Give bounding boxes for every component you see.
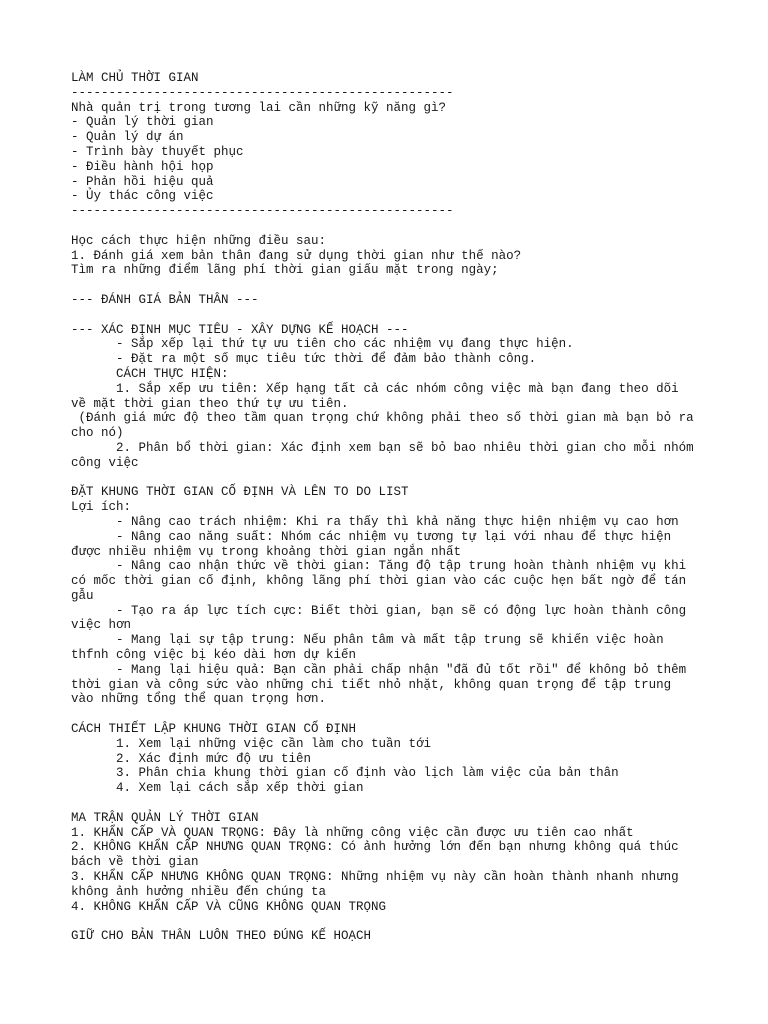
line-text: 2. Phân bổ thời gian: Xác định xem bạn sẽ bỏ bao nhiêu thời gian cho mỗi nhóm bbox=[116, 440, 694, 455]
text-line bbox=[71, 160, 711, 175]
line-text: --- XÁC ĐỊNH MỤC TIÊU - XÂY DỰNG KẾ HOẠCH --- bbox=[71, 322, 409, 337]
text-line bbox=[71, 189, 711, 204]
line-text: - Tạo ra áp lực tích cực: Biết thời gian, bạn sẽ có động lực hoàn thành công bbox=[116, 603, 687, 618]
text-line bbox=[71, 766, 711, 781]
text-line bbox=[71, 618, 711, 633]
line-text: - Sắp xếp lại thứ tự ưu tiên cho các nhiệm vụ đang thực hiện. bbox=[116, 337, 574, 352]
text-line bbox=[71, 811, 711, 826]
line-text: --- ĐÁNH GIÁ BẢN THÂN --- bbox=[71, 292, 259, 307]
line-text: không ảnh hưởng nhiều đến chúng ta bbox=[71, 884, 327, 899]
line-text: gẫu bbox=[71, 588, 94, 603]
text-line bbox=[71, 426, 711, 441]
text-line bbox=[71, 840, 711, 855]
text-line bbox=[71, 870, 711, 885]
line-text: 4. KHÔNG KHẨN CẤP VÀ CŨNG KHÔNG QUAN TRỌNG bbox=[71, 899, 387, 914]
line-text: vào những tổng thể quan trọng hơn. bbox=[71, 692, 327, 707]
blank-line bbox=[71, 796, 711, 811]
text-line bbox=[71, 752, 711, 767]
line-text: 4. Xem lại cách sắp xếp thời gian bbox=[116, 781, 364, 796]
text-line bbox=[71, 604, 711, 619]
blank-line bbox=[71, 308, 711, 323]
text-line bbox=[71, 781, 711, 796]
text-line bbox=[71, 145, 711, 160]
line-text: Tìm ra những điểm lãng phí thời gian giấu mặt trong ngày; bbox=[71, 263, 499, 278]
blank-line bbox=[71, 278, 711, 293]
text-line bbox=[71, 678, 711, 693]
line-text: 1. Xem lại những việc cần làm cho tuần tới bbox=[116, 736, 432, 751]
text-line bbox=[71, 574, 711, 589]
text-line bbox=[71, 633, 711, 648]
line-text: được nhiều nhiệm vụ trong khoảng thời gian ngắn nhất bbox=[71, 544, 462, 559]
line-text: GIỮ CHO BẢN THÂN LUÔN THEO ĐÚNG KẾ HOẠCH bbox=[71, 929, 372, 944]
line-text: có mốc thời gian cố định, không lãng phí thời gian vào các cuộc hẹn bất ngờ để tán bbox=[71, 574, 687, 589]
blank-line bbox=[71, 914, 711, 929]
line-text: 2. Xác định mức độ ưu tiên bbox=[116, 751, 312, 766]
line-text: 2. KHÔNG KHẨN CẤP NHƯNG QUAN TRỌNG: Có ảnh hưởng lớn đến bạn nhưng không quá thúc bbox=[71, 840, 679, 855]
line-text: LÀM CHỦ THỜI GIAN bbox=[71, 71, 199, 85]
line-text: (Đánh giá mức độ theo tầm quan trọng chứ không phải theo số thời gian mà bạn bỏ ra bbox=[78, 411, 694, 426]
text-line bbox=[71, 530, 711, 545]
text-line bbox=[71, 175, 711, 190]
blank-line bbox=[71, 707, 711, 722]
line-text: - Quản lý dự án bbox=[71, 130, 184, 145]
text-line bbox=[71, 515, 711, 530]
text-line bbox=[71, 737, 711, 752]
text-line bbox=[71, 485, 711, 500]
line-text: bách về thời gian bbox=[71, 855, 199, 870]
line-text: 3. Phân chia khung thời gian cố định vào lịch làm việc của bản thân bbox=[116, 766, 619, 781]
text-line bbox=[71, 101, 711, 116]
document-body bbox=[71, 71, 711, 944]
line-text: - Nâng cao nhận thức về thời gian: Tăng độ tập trung hoàn thành nhiệm vụ khi bbox=[116, 559, 687, 574]
line-text: 3. KHẨN CẤP NHƯNG KHÔNG QUAN TRỌNG: Những nhiệm vụ này cần hoàn thành nhanh nhưng bbox=[71, 870, 679, 885]
line-text: - Ủy thác công việc bbox=[71, 189, 214, 204]
text-line bbox=[71, 337, 711, 352]
text-line bbox=[71, 855, 711, 870]
line-text: CÁCH THỰC HIỆN: bbox=[116, 366, 229, 381]
text-line bbox=[71, 826, 711, 841]
text-line bbox=[71, 456, 711, 471]
text-line bbox=[71, 929, 711, 944]
text-line bbox=[71, 663, 711, 678]
line-text: - Quản lý thời gian bbox=[71, 115, 214, 130]
text-line bbox=[71, 71, 711, 86]
line-text: thời gian và công sức vào những chi tiết nhỏ nhặt, không quan trọng để tập trung bbox=[71, 677, 672, 692]
text-line bbox=[71, 885, 711, 900]
line-text: - Phản hồi hiệu quả bbox=[71, 174, 214, 189]
line-text: về mặt thời gian theo thứ tự ưu tiên. bbox=[71, 396, 349, 411]
text-line bbox=[71, 545, 711, 560]
text-line bbox=[71, 115, 711, 130]
text-line bbox=[71, 130, 711, 145]
line-text: --------------------------------------------------- bbox=[71, 204, 454, 219]
line-text: - Nâng cao trách nhiệm: Khi ra thấy thì khả năng thực hiện nhiệm vụ cao hơn bbox=[116, 514, 679, 529]
text-line bbox=[71, 648, 711, 663]
text-line bbox=[71, 234, 711, 249]
text-line bbox=[71, 441, 711, 456]
blank-line bbox=[71, 219, 711, 234]
text-line bbox=[71, 86, 711, 101]
text-line bbox=[71, 692, 711, 707]
text-line bbox=[71, 263, 711, 278]
text-line bbox=[71, 367, 711, 382]
line-text: - Nâng cao năng suất: Nhóm các nhiệm vụ tương tự lại với nhau để thực hiện bbox=[116, 529, 672, 544]
text-line bbox=[71, 559, 711, 574]
text-line bbox=[71, 204, 711, 219]
line-text: 1. Sắp xếp ưu tiên: Xếp hạng tất cả các nhóm công việc mà bạn đang theo dõi bbox=[116, 381, 679, 396]
line-text: CÁCH THIẾT LẬP KHUNG THỜI GIAN CỐ ĐỊNH bbox=[71, 722, 357, 737]
text-line bbox=[71, 397, 711, 412]
text-line bbox=[71, 382, 711, 397]
line-text: - Trình bày thuyết phục bbox=[71, 144, 244, 159]
line-text: thfnh công việc bị kéo dài hơn dự kiến bbox=[71, 648, 357, 663]
text-line bbox=[71, 500, 711, 515]
blank-line bbox=[71, 471, 711, 486]
line-text: Lợi ích: bbox=[71, 500, 132, 515]
text-line bbox=[71, 249, 711, 264]
line-text: Học cách thực hiện những điều sau: bbox=[71, 233, 327, 248]
line-text: - Điều hành hội họp bbox=[71, 159, 214, 174]
line-text: --------------------------------------------------- bbox=[71, 85, 454, 100]
text-line bbox=[71, 722, 711, 737]
line-text: - Mang lại hiệu quả: Bạn cần phải chấp nhận "đã đủ tốt rồi" để không bỏ thêm bbox=[116, 662, 687, 677]
line-text: MA TRẬN QUẢN LÝ THỜI GIAN bbox=[71, 810, 259, 825]
line-text: Nhà quản trị trong tương lai cần những kỹ năng gì? bbox=[71, 100, 447, 115]
line-text: ĐẶT KHUNG THỜI GIAN CỐ ĐỊNH VÀ LÊN TO DO LIST bbox=[71, 485, 409, 500]
text-line bbox=[71, 900, 711, 915]
line-text: việc hơn bbox=[71, 618, 132, 633]
text-line bbox=[71, 589, 711, 604]
line-text: 1. Đánh giá xem bản thân đang sử dụng thời gian như thế nào? bbox=[71, 248, 522, 263]
line-text: 1. KHẨN CẤP VÀ QUAN TRỌNG: Đây là những công việc cần được ưu tiên cao nhất bbox=[71, 825, 634, 840]
text-line bbox=[71, 352, 711, 367]
line-text: - Đặt ra một số mục tiêu tức thời để đảm bảo thành công. bbox=[116, 352, 537, 367]
line-text: - Mang lại sự tập trung: Nếu phân tâm và mất tập trung sẽ khiến việc hoàn bbox=[116, 633, 664, 648]
line-text: cho nó) bbox=[71, 426, 124, 441]
text-line bbox=[71, 323, 711, 338]
text-line bbox=[71, 411, 711, 426]
text-line bbox=[71, 293, 711, 308]
line-text: công việc bbox=[71, 455, 139, 470]
